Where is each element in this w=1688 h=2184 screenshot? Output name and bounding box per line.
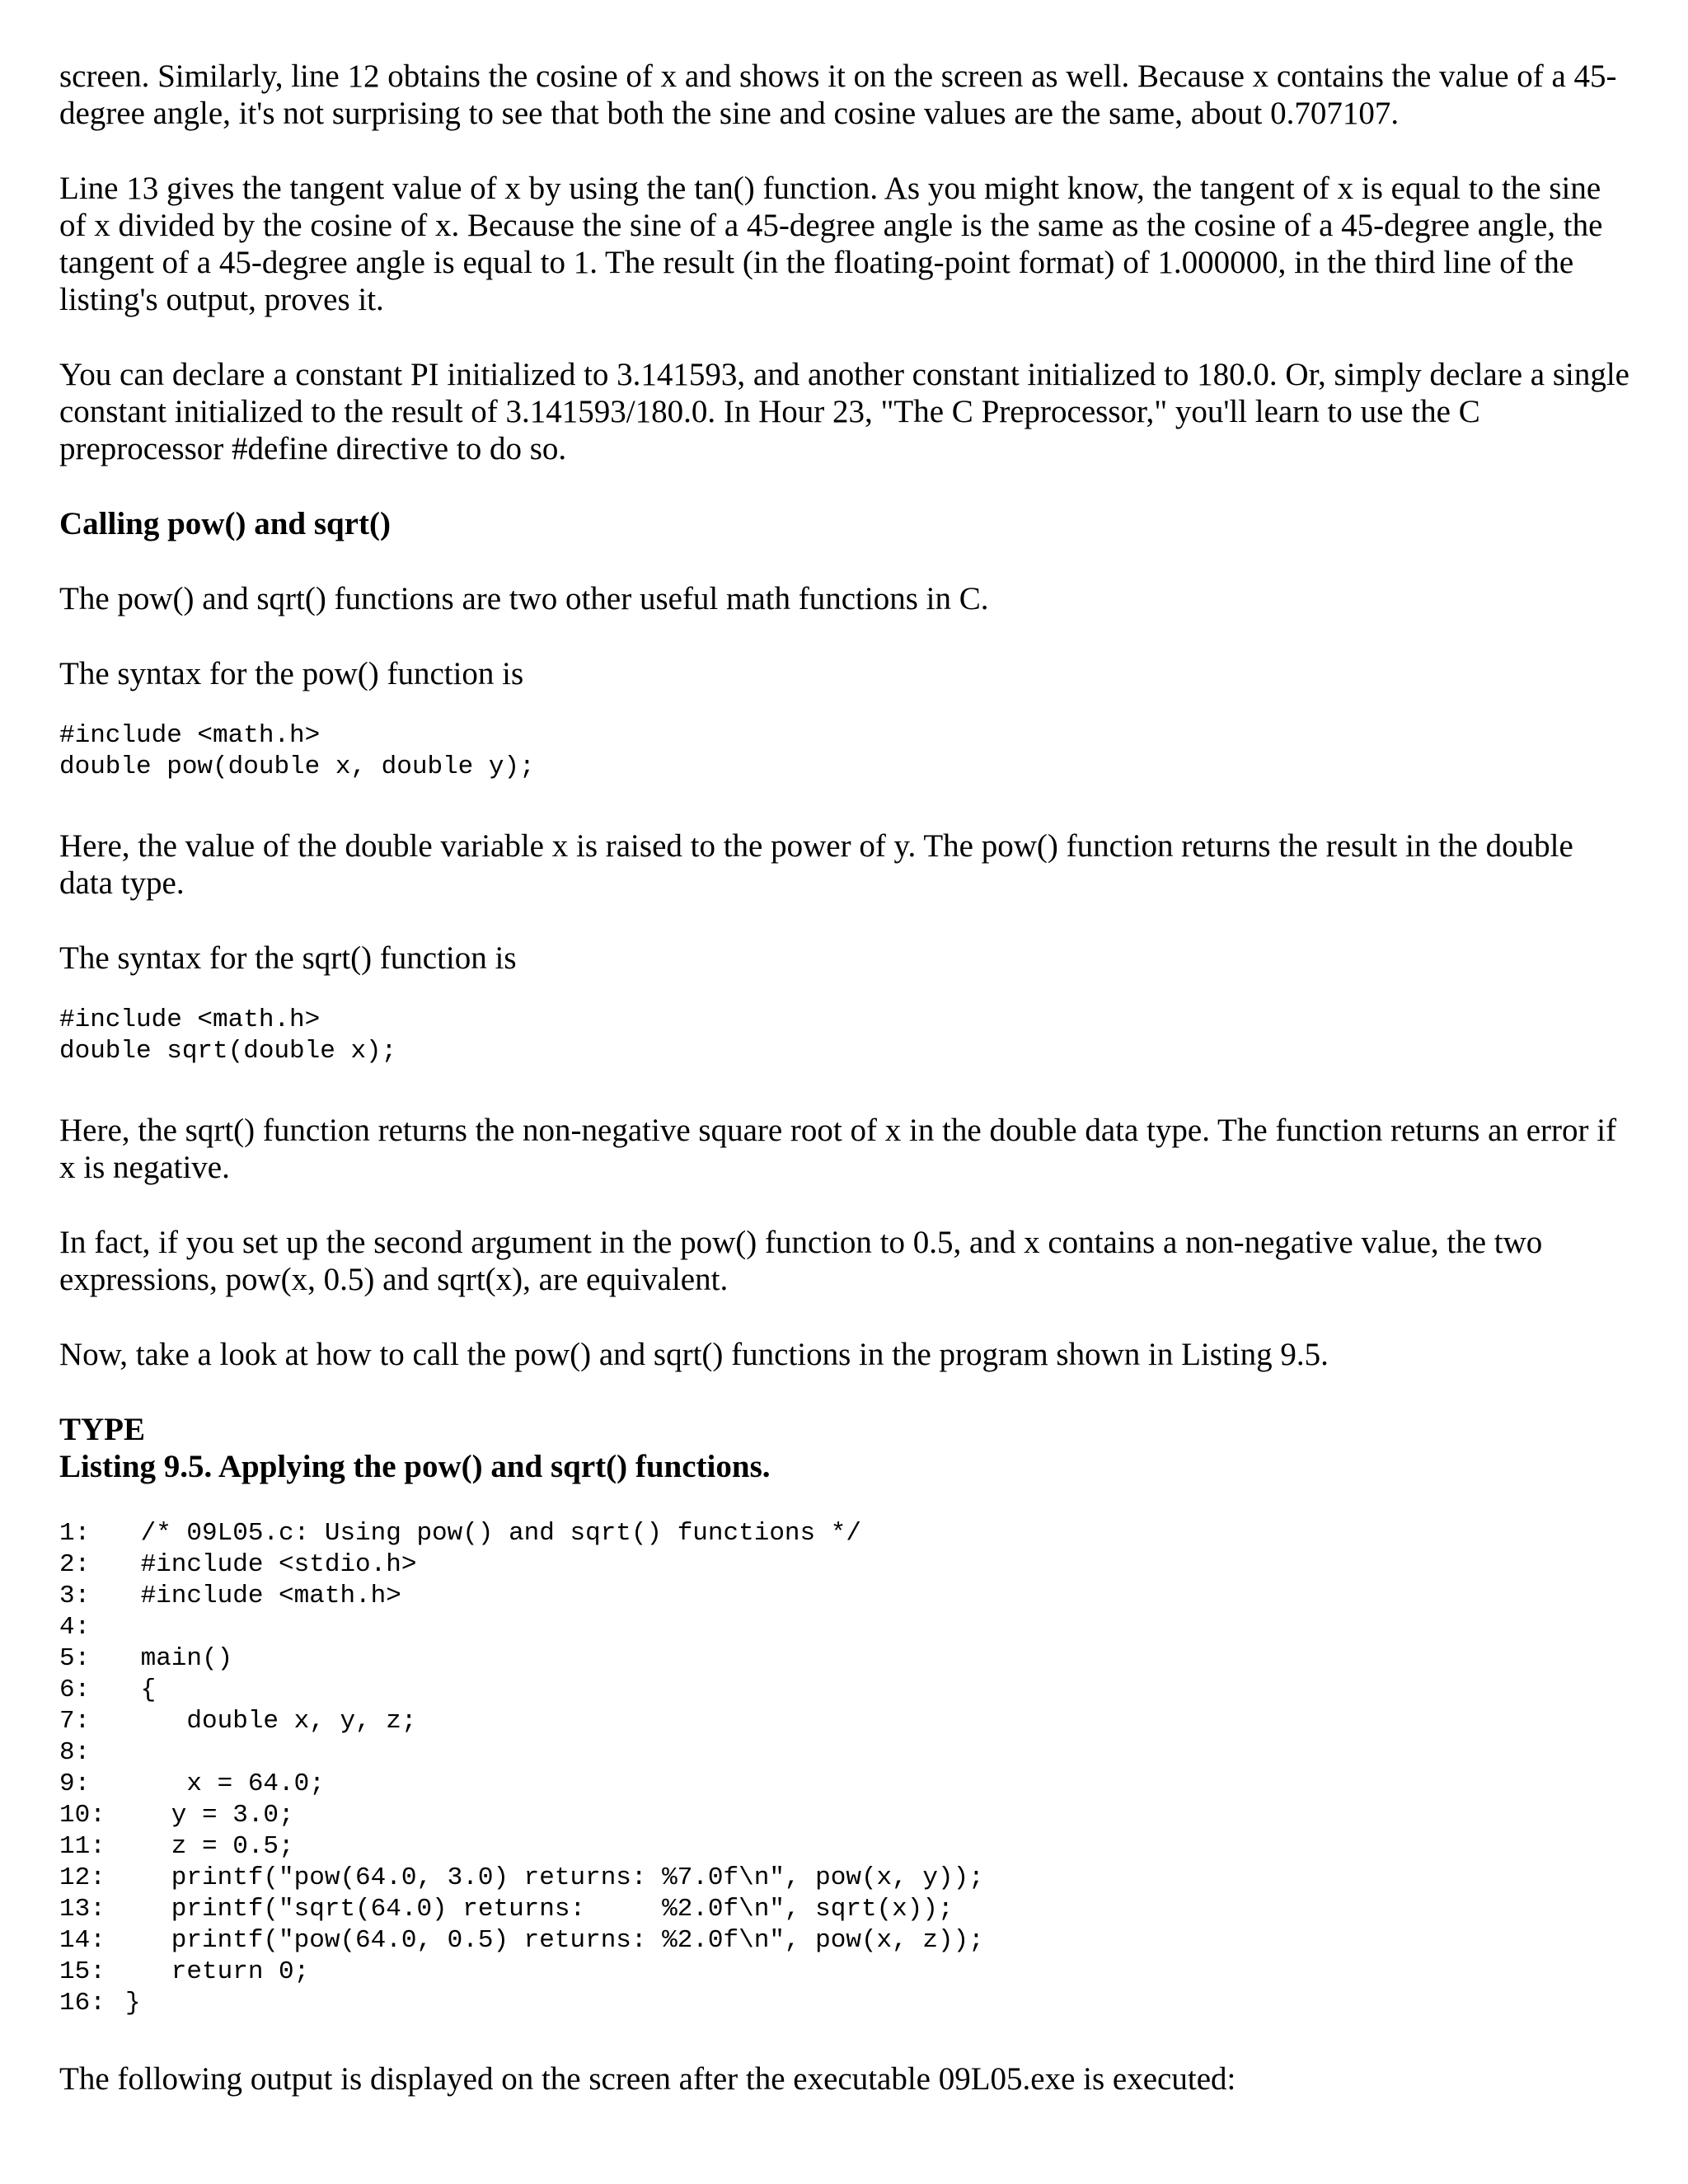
paragraph-pow-syntax-intro: The syntax for the pow() function is [59, 656, 524, 691]
line-number: 7: [59, 1707, 91, 1736]
code-text: printf("pow(64.0, 3.0) returns: %7.0f\n", pow(x, y)); [125, 1863, 984, 1892]
code-text: } [125, 1989, 141, 2018]
code-text: printf("pow(64.0, 0.5) returns: %2.0f\n", pow(x, z)); [125, 1926, 984, 1955]
line-number: 5: [59, 1644, 91, 1673]
paragraph-tangent: Line 13 gives the tangent value of x by using the tan() function. As you might know, the tangent of x is equal to the sine of x divided by the cosine of x. Because the sine of a 45-degree angle is the same as the cosine of a 45-degree angle, the tangent of a 45-degree angle is equal to 1. The result (in the floating-point format) of 1.000000, in the third line of the listing's output, proves it. [59, 171, 1603, 317]
code-line [59, 1863, 1630, 1894]
listing-title: Listing 9.5. Applying the pow() and sqrt() functions. [59, 1449, 771, 1484]
code-line [59, 1612, 1630, 1643]
paragraph-pi-constant: You can declare a constant PI initialized to 3.141593, and another constant initialized to 180.0. Or, simply declare a single constant initialized to the result of 3.141593/180.0. In Hour 23, "The C Preprocessor," you'll learn to use the C preprocessor #define directive to do so. [59, 357, 1629, 466]
line-number: 12: [59, 1863, 106, 1892]
code-sqrt-syntax: #include <math.h> double sqrt(double x); [59, 1005, 397, 1066]
code-text: x = 64.0; [125, 1769, 325, 1798]
code-line [59, 1769, 1630, 1800]
paragraph-look-at-listing: Now, take a look at how to call the pow() and sqrt() functions in the program shown in Listing 9.5. [59, 1337, 1329, 1372]
code-line [59, 1957, 1630, 1988]
code-line [59, 1800, 1630, 1831]
code-text: return 0; [125, 1957, 310, 1986]
line-number: 16: [59, 1989, 106, 2018]
line-number: 8: [59, 1738, 91, 1767]
code-text: { [125, 1675, 157, 1704]
type-label: TYPE [59, 1412, 146, 1447]
paragraph-output-intro: The following output is displayed on the screen after the executable 09L05.exe is executed: [59, 2061, 1236, 2097]
code-line [59, 1675, 1630, 1706]
code-text: z = 0.5; [125, 1832, 294, 1861]
paragraph-equivalence: In fact, if you set up the second argument in the pow() function to 0.5, and x contains a non-negative value, the two expressions, pow(x, 0.5) and sqrt(x), are equivalent. [59, 1225, 1543, 1297]
code-pow-syntax: #include <math.h> double pow(double x, double y); [59, 721, 535, 781]
code-text: #include <stdio.h> [125, 1550, 417, 1579]
code-line [59, 1831, 1630, 1863]
line-number: 15: [59, 1957, 106, 1986]
paragraph-sqrt-description: Here, the sqrt() function returns the non-negative square root of x in the double data type. The function returns an error if x is negative. [59, 1113, 1617, 1185]
code-line [59, 1706, 1630, 1737]
line-number: 11: [59, 1832, 106, 1861]
paragraph-sine-cosine: screen. Similarly, line 12 obtains the cosine of x and shows it on the screen as well. Because x contains the value of a 45-degree angle, it's not surprising to see that both the sine and cosine values are the same, about 0.707107. [59, 59, 1617, 131]
code-line [59, 1581, 1630, 1612]
code-text: printf("sqrt(64.0) returns: %2.0f\n", sqrt(x)); [125, 1895, 954, 1924]
line-number: 4: [59, 1613, 91, 1642]
code-text: #include <math.h> [125, 1582, 401, 1610]
code-line [59, 1518, 1630, 1549]
code-listing [59, 1518, 1630, 2019]
section-heading: Calling pow() and sqrt() [59, 506, 391, 541]
code-text: double x, y, z; [125, 1707, 417, 1736]
code-text: y = 3.0; [125, 1801, 294, 1830]
line-number: 10: [59, 1801, 106, 1830]
code-line [59, 1549, 1630, 1581]
code-line [59, 1988, 1630, 2019]
line-number: 14: [59, 1926, 106, 1955]
code-line [59, 1643, 1630, 1675]
code-text: main() [125, 1644, 233, 1673]
code-line [59, 1737, 1630, 1769]
code-line [59, 1894, 1630, 1925]
paragraph-useful-functions: The pow() and sqrt() functions are two other useful math functions in C. [59, 581, 989, 616]
line-number: 3: [59, 1582, 91, 1610]
line-number: 1: [59, 1519, 91, 1548]
code-line [59, 1925, 1630, 1957]
code-text: /* 09L05.c: Using pow() and sqrt() functions */ [125, 1519, 861, 1548]
line-number: 9: [59, 1769, 91, 1798]
paragraph-pow-description: Here, the value of the double variable x is raised to the power of y. The pow() function returns the result in the double data type. [59, 828, 1573, 901]
line-number: 13: [59, 1895, 106, 1924]
line-number: 2: [59, 1550, 91, 1579]
line-number: 6: [59, 1675, 91, 1704]
paragraph-sqrt-syntax-intro: The syntax for the sqrt() function is [59, 940, 517, 976]
document-page [59, 58, 1630, 2097]
